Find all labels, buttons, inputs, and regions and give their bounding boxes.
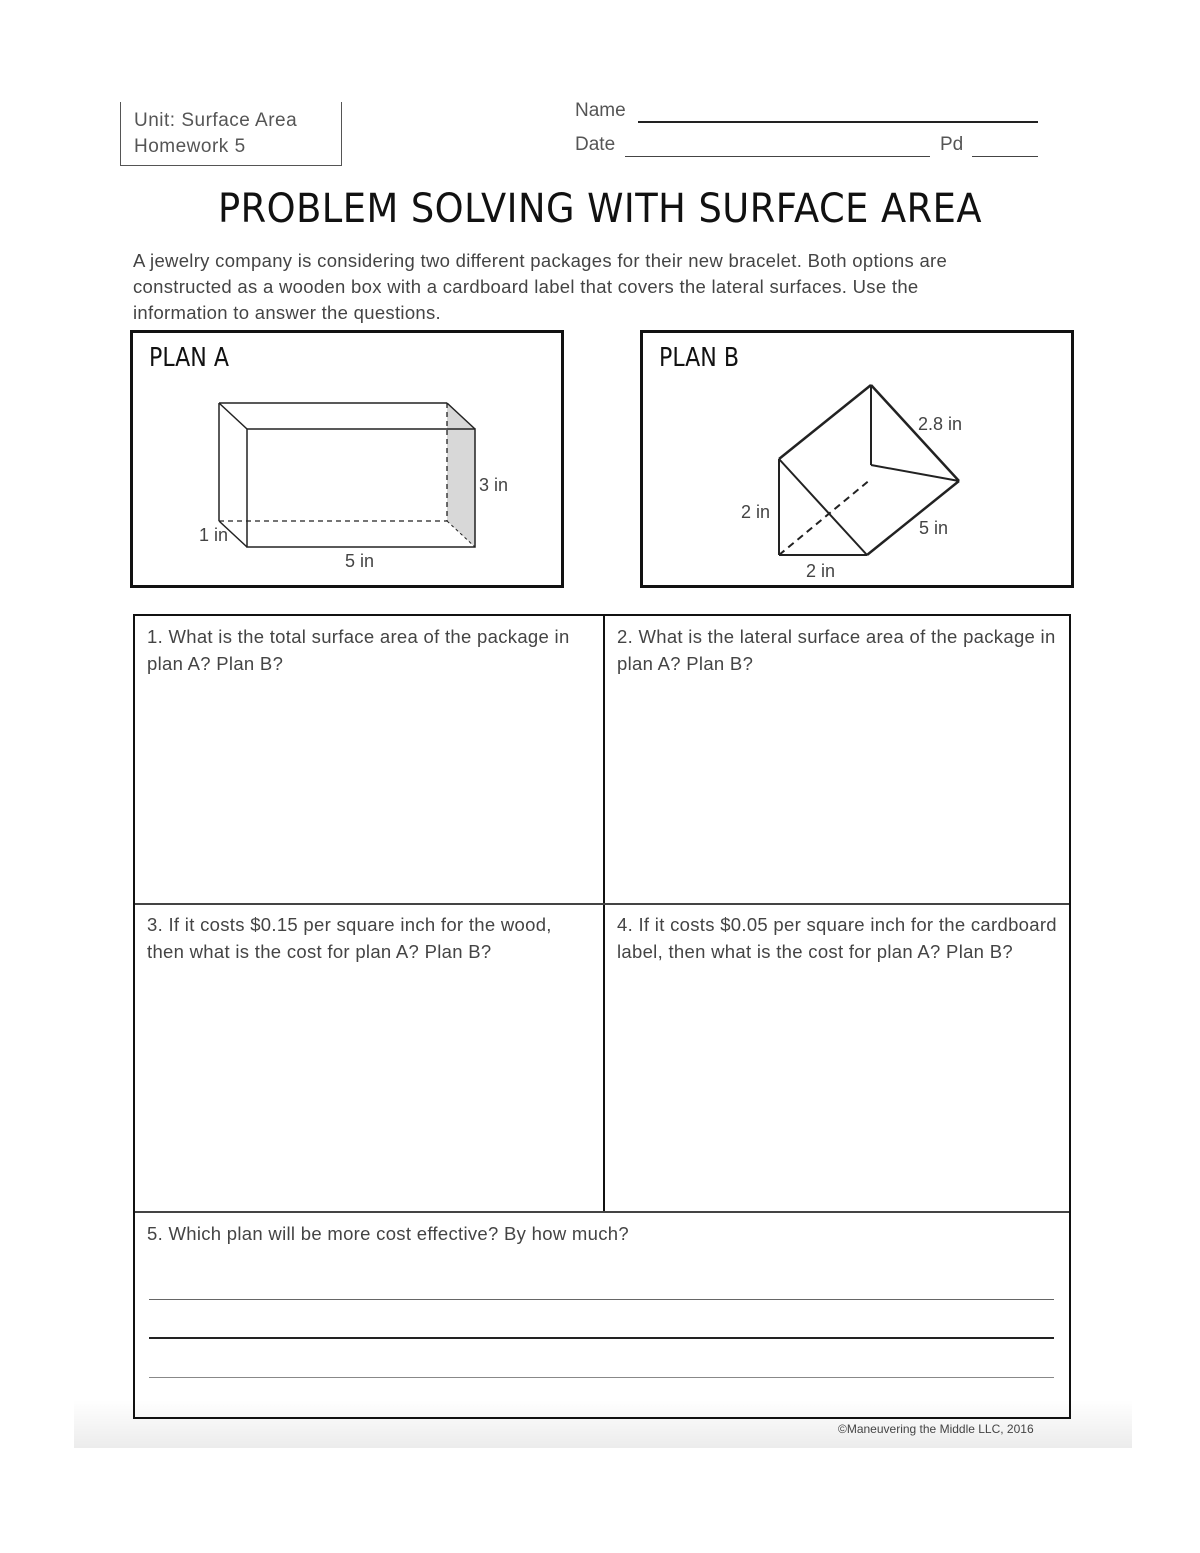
plan-a-prism-diagram (133, 333, 563, 587)
plan-a-label: PLAN A (149, 343, 229, 373)
name-field-line[interactable] (638, 121, 1038, 123)
prism-edge (779, 459, 867, 555)
intro-paragraph: A jewelry company is considering two different packages for their new bracelet. Both options are constructed as a wooden box with a cardboard label that covers the lateral surfaces. Use the information to answer the questions. (133, 250, 948, 323)
question-2-cell[interactable] (605, 616, 1069, 903)
plan-a-box (130, 330, 564, 588)
plan-b-base-label: 2 in (806, 561, 836, 581)
question-2-text: 2. What is the lateral surface area of the package in plan A? Plan B? (617, 626, 1056, 674)
prism-front-face (247, 429, 475, 547)
plan-a-length-label: 5 in (345, 551, 375, 571)
question-4-cell[interactable] (605, 904, 1069, 1211)
answer-line[interactable] (149, 1299, 1054, 1300)
period-field-line[interactable] (972, 156, 1038, 157)
period-label: Pd (940, 134, 964, 155)
answer-line[interactable] (149, 1337, 1054, 1339)
name-label: Name (575, 100, 626, 121)
plan-b-length-label: 5 in (919, 518, 949, 538)
question-5-text: 5. Which plan will be more cost effective? By how much? (147, 1223, 629, 1244)
plan-b-box (640, 330, 1074, 588)
plan-b-slant-label: 2.8 in (918, 414, 963, 434)
homework-label: Homework 5 (134, 136, 246, 157)
question-table (133, 614, 1071, 1419)
question-3-cell[interactable] (135, 904, 601, 1211)
plan-b-height-label: 2 in (741, 502, 771, 522)
prism-edge (219, 403, 247, 429)
question-5-cell[interactable] (135, 1213, 1069, 1417)
prism-edge (779, 385, 871, 459)
plan-a-height-label: 3 in (479, 475, 509, 495)
question-3-text: 3. If it costs $0.15 per square inch for the wood, then what is the cost for plan A? Plan B? (147, 914, 552, 962)
unit-info-box (120, 102, 342, 166)
page-title: PROBLEM SOLVING WITH SURFACE AREA (217, 186, 983, 232)
plan-a-width-label: 1 in (199, 525, 229, 545)
unit-label: Unit: Surface Area (134, 110, 298, 131)
question-1-text: 1. What is the total surface area of the package in plan A? Plan B? (147, 626, 570, 674)
plan-b-prism-diagram (643, 333, 1073, 587)
copyright-footer: ©Maneuvering the Middle LLC, 2016 (838, 1422, 1034, 1436)
date-label: Date (575, 134, 616, 155)
question-4-text: 4. If it costs $0.05 per square inch for the cardboard label, then what is the cost for plan A? Plan B? (617, 914, 1057, 962)
question-1-cell[interactable] (135, 616, 601, 903)
answer-line[interactable] (149, 1377, 1054, 1378)
plan-b-label: PLAN B (659, 343, 739, 373)
date-field-line[interactable] (625, 156, 930, 157)
